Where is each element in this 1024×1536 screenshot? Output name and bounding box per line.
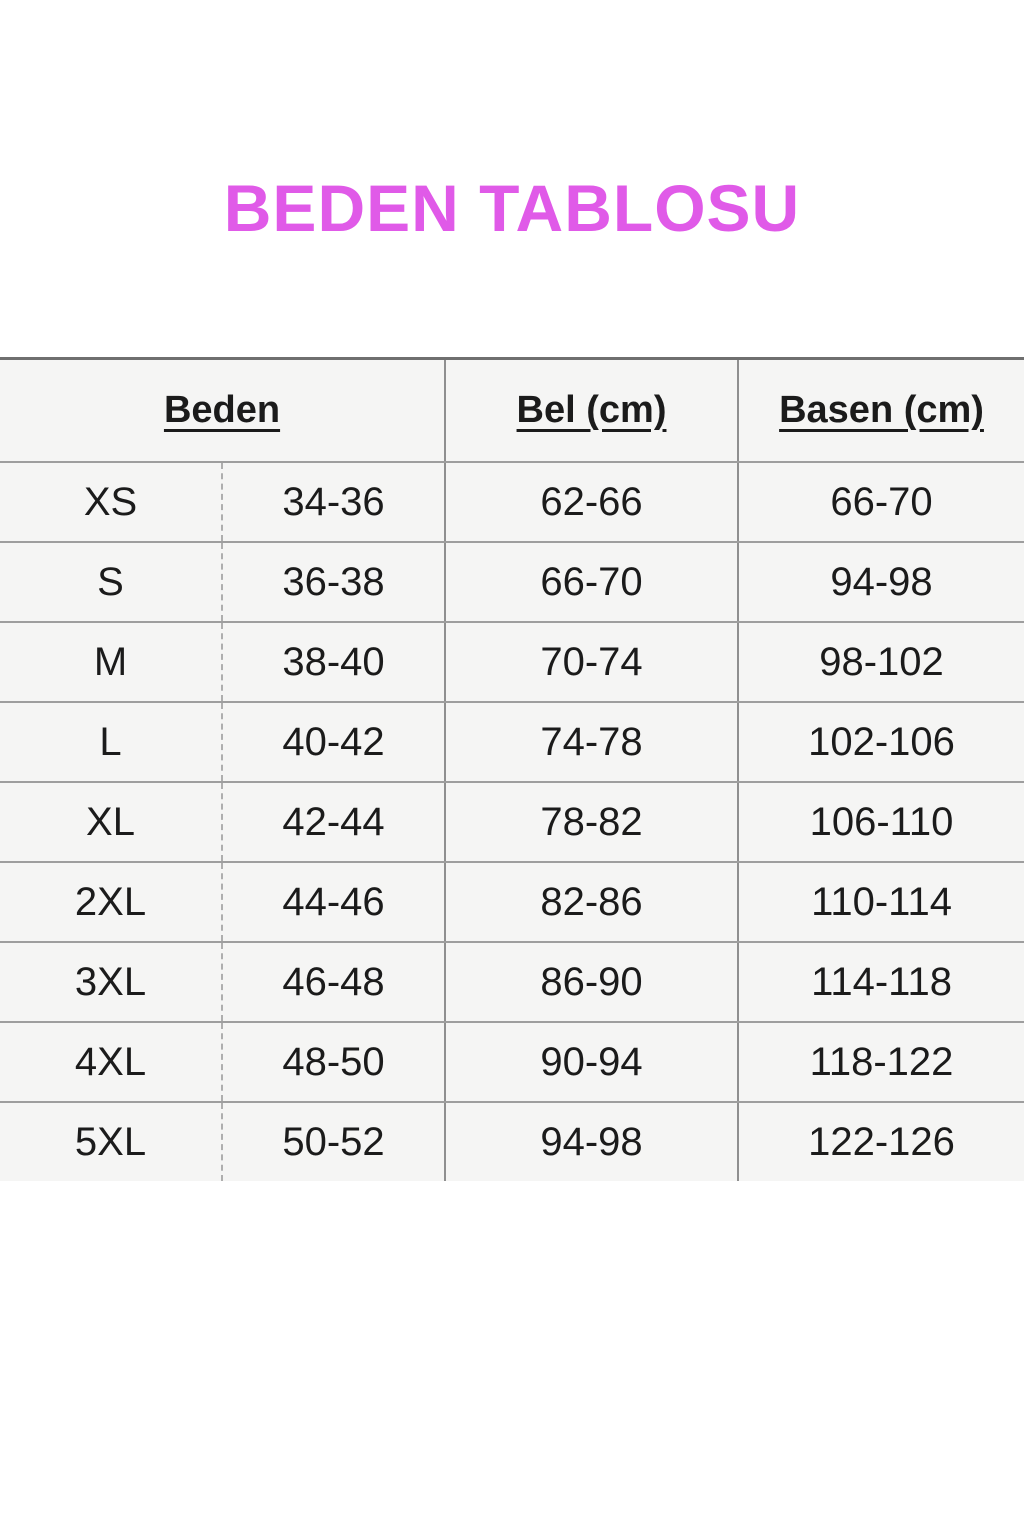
cell-basen-range: 106-110 xyxy=(738,782,1024,862)
cell-size-label: 4XL xyxy=(0,1022,222,1102)
size-chart-table xyxy=(0,357,1024,1181)
table-row xyxy=(0,782,1024,862)
table-row xyxy=(0,702,1024,782)
cell-size-label: 5XL xyxy=(74,1119,147,1164)
cell-size-range: 42-44 xyxy=(222,782,445,862)
cell-size-range: 50-52 xyxy=(222,1102,445,1181)
size-table-body xyxy=(0,462,1024,1181)
cell-bel-range: 86-90 xyxy=(445,942,738,1022)
cell-size-range: 40-42 xyxy=(222,702,445,782)
table-row xyxy=(0,1102,1024,1181)
column-header-beden-label: Beden xyxy=(163,389,281,431)
size-table-header xyxy=(0,359,1024,463)
cell-basen-range: 94-98 xyxy=(738,542,1024,622)
page-title: BEDEN TABLOSU xyxy=(223,171,801,245)
cell-bel-range: 66-70 xyxy=(445,542,738,622)
cell-size-label: S xyxy=(0,542,222,622)
cell-bel-range: 62-66 xyxy=(445,462,738,542)
cell-bel-range: 90-94 xyxy=(445,1022,738,1102)
column-header-basen-label: Basen (cm) xyxy=(779,389,984,431)
cell-bel-range: 70-74 xyxy=(445,622,738,702)
column-header-bel xyxy=(445,359,738,463)
column-header-bel-label: Bel (cm) xyxy=(516,389,667,431)
table-row xyxy=(0,622,1024,702)
cell-size-range: 48-50 xyxy=(222,1022,445,1102)
cell-bel-range: 78-82 xyxy=(445,782,738,862)
table-row xyxy=(0,542,1024,622)
table-row xyxy=(0,462,1024,542)
cell-basen-range: 122-126 xyxy=(738,1102,1024,1181)
cell-size-label: XS xyxy=(0,462,222,542)
cell-size-label: 2XL xyxy=(0,862,222,942)
cell-bel-range: 94-98 xyxy=(445,1102,738,1181)
column-header-beden xyxy=(0,359,445,463)
table-row xyxy=(0,1022,1024,1102)
cell-size-range: 46-48 xyxy=(222,942,445,1022)
cell-bel-range: 74-78 xyxy=(445,702,738,782)
cell-basen-range: 98-102 xyxy=(738,622,1024,702)
cell-size-range: 44-46 xyxy=(222,862,445,942)
cell-basen-range: 118-122 xyxy=(738,1022,1024,1102)
cell-bel-range: 82-86 xyxy=(445,862,738,942)
column-header-basen xyxy=(738,359,1024,463)
cell-size-range: 38-40 xyxy=(222,622,445,702)
header-row xyxy=(0,359,1024,463)
cell-size-range: 36-38 xyxy=(222,542,445,622)
cell-size-label: M xyxy=(0,622,222,702)
cell-basen-range: 102-106 xyxy=(738,702,1024,782)
cell-size-label: L xyxy=(0,702,222,782)
cell-size-label: 3XL xyxy=(0,942,222,1022)
cell-basen-range: 110-114 xyxy=(738,862,1024,942)
cell-basen-range: 66-70 xyxy=(738,462,1024,542)
cell-size-range: 34-36 xyxy=(222,462,445,542)
cell-size-label: XL xyxy=(0,782,222,862)
table-row xyxy=(0,942,1024,1022)
cell-basen-range: 114-118 xyxy=(738,942,1024,1022)
table-row xyxy=(0,862,1024,942)
